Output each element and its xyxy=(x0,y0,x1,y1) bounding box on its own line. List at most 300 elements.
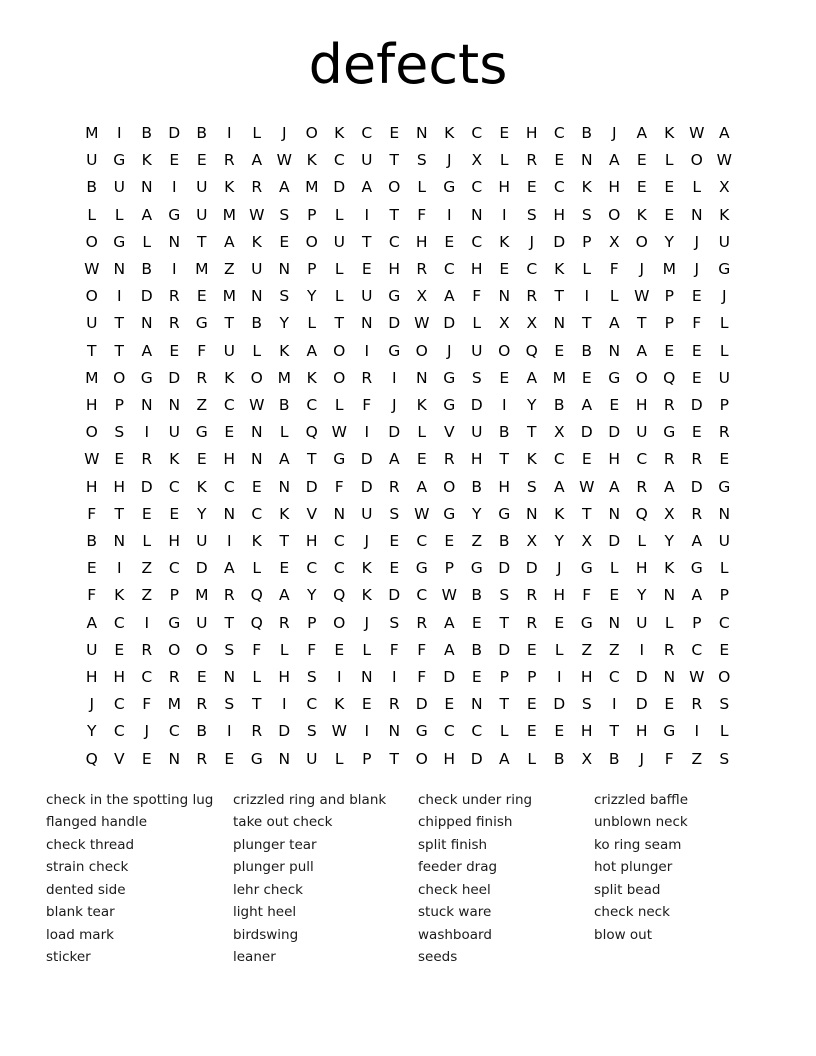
letter-cell[interactable]: X xyxy=(581,749,593,768)
letter-cell[interactable]: M xyxy=(222,287,236,306)
letter-cell[interactable]: J xyxy=(721,287,727,306)
letter-cell[interactable]: F xyxy=(472,287,482,306)
letter-cell[interactable]: K xyxy=(719,205,730,224)
letter-cell[interactable]: R xyxy=(168,668,180,687)
letter-cell[interactable]: R xyxy=(443,450,455,469)
letter-cell[interactable]: X xyxy=(663,504,675,523)
letter-cell[interactable]: X xyxy=(416,287,428,306)
letter-cell[interactable]: R xyxy=(223,151,235,170)
letter-cell[interactable]: Y xyxy=(664,532,674,551)
letter-cell[interactable]: G xyxy=(443,504,456,523)
letter-cell[interactable]: N xyxy=(525,504,538,523)
letter-cell[interactable]: K xyxy=(361,559,372,578)
letter-cell[interactable]: H xyxy=(113,668,126,687)
letter-cell[interactable]: P xyxy=(307,205,317,224)
letter-cell[interactable]: X xyxy=(526,532,538,551)
letter-cell[interactable]: L xyxy=(334,396,344,415)
letter-cell[interactable]: M xyxy=(305,178,319,197)
letter-cell[interactable]: N xyxy=(168,749,181,768)
letter-cell[interactable]: H xyxy=(525,124,538,142)
letter-cell[interactable]: K xyxy=(581,178,592,197)
letter-cell[interactable]: E xyxy=(581,450,592,469)
letter-cell[interactable]: C xyxy=(471,124,483,142)
letter-cell[interactable]: E xyxy=(279,559,290,578)
letter-cell[interactable]: D xyxy=(498,559,511,578)
letter-cell[interactable]: T xyxy=(389,151,399,170)
letter-cell[interactable]: D xyxy=(333,178,346,197)
letter-cell[interactable]: N xyxy=(415,124,428,142)
letter-cell[interactable]: I xyxy=(364,341,370,360)
letter-cell[interactable]: U xyxy=(196,613,208,632)
word-list-item[interactable]: plunger pull xyxy=(233,859,314,876)
letter-cell[interactable]: I xyxy=(584,287,590,306)
letter-cell[interactable]: G xyxy=(580,559,593,578)
letter-cell[interactable]: M xyxy=(195,260,209,279)
letter-cell[interactable]: I xyxy=(116,287,122,306)
letter-cell[interactable]: N xyxy=(250,450,263,469)
letter-cell[interactable]: G xyxy=(718,260,731,279)
letter-cell[interactable]: C xyxy=(333,151,345,170)
letter-cell[interactable]: E xyxy=(141,504,152,523)
letter-cell[interactable]: N xyxy=(470,695,483,714)
letter-cell[interactable]: L xyxy=(362,640,372,659)
letter-cell[interactable]: N xyxy=(113,260,126,279)
letter-cell[interactable]: O xyxy=(388,178,401,197)
letter-cell[interactable]: I xyxy=(611,695,617,714)
word-list-item[interactable]: check heel xyxy=(418,881,491,898)
letter-cell[interactable]: Z xyxy=(141,586,153,605)
letter-cell[interactable]: G xyxy=(388,287,401,306)
letter-cell[interactable]: R xyxy=(196,695,208,714)
letter-cell[interactable]: X xyxy=(526,314,538,333)
letter-cell[interactable]: L xyxy=(142,532,152,551)
letter-cell[interactable]: C xyxy=(416,532,428,551)
letter-cell[interactable]: Z xyxy=(471,532,483,551)
letter-cell[interactable]: W xyxy=(331,423,347,442)
letter-cell[interactable]: O xyxy=(635,232,648,251)
letter-cell[interactable]: C xyxy=(526,260,538,279)
letter-cell[interactable]: R xyxy=(196,749,208,768)
letter-cell[interactable]: N xyxy=(360,314,373,333)
letter-cell[interactable]: E xyxy=(554,341,565,360)
letter-cell[interactable]: F xyxy=(142,695,152,714)
letter-cell[interactable]: K xyxy=(196,477,207,496)
letter-cell[interactable]: C xyxy=(471,178,483,197)
letter-cell[interactable]: D xyxy=(443,314,456,333)
letter-cell[interactable]: W xyxy=(276,151,292,170)
word-list-item[interactable]: leaner xyxy=(233,949,276,966)
letter-cell[interactable]: U xyxy=(718,232,730,251)
letter-cell[interactable]: R xyxy=(691,450,703,469)
letter-cell[interactable]: Z xyxy=(581,640,593,659)
letter-cell[interactable]: O xyxy=(443,477,456,496)
letter-cell[interactable]: E xyxy=(554,722,565,741)
letter-cell[interactable]: L xyxy=(664,151,674,170)
letter-cell[interactable]: X xyxy=(581,532,593,551)
letter-cell[interactable]: B xyxy=(196,124,208,142)
letter-cell[interactable]: D xyxy=(553,232,566,251)
letter-cell[interactable]: I xyxy=(446,205,452,224)
letter-cell[interactable]: R xyxy=(388,477,400,496)
letter-cell[interactable]: U xyxy=(306,749,318,768)
letter-cell[interactable]: T xyxy=(114,504,124,523)
letter-cell[interactable]: K xyxy=(664,559,675,578)
letter-cell[interactable]: C xyxy=(471,232,483,251)
word-list-item[interactable]: check under ring xyxy=(418,791,533,808)
letter-cell[interactable]: N xyxy=(608,613,621,632)
letter-cell[interactable]: C xyxy=(361,124,373,142)
letter-cell[interactable]: M xyxy=(167,695,181,714)
letter-cell[interactable]: A xyxy=(278,586,290,605)
letter-cell[interactable]: W xyxy=(579,477,595,496)
letter-cell[interactable]: G xyxy=(113,151,126,170)
word-list-item[interactable]: lehr check xyxy=(233,881,303,898)
letter-cell[interactable]: L xyxy=(279,640,289,659)
letter-cell[interactable]: O xyxy=(333,613,346,632)
letter-cell[interactable]: O xyxy=(333,368,346,387)
letter-cell[interactable]: S xyxy=(306,722,317,741)
letter-cell[interactable]: F xyxy=(417,205,427,224)
letter-cell[interactable]: D xyxy=(140,287,153,306)
letter-cell[interactable]: C xyxy=(333,559,345,578)
letter-cell[interactable]: H xyxy=(305,532,318,551)
letter-cell[interactable]: A xyxy=(86,613,98,632)
letter-cell[interactable]: P xyxy=(664,287,674,306)
letter-cell[interactable]: P xyxy=(719,586,729,605)
letter-cell[interactable]: K xyxy=(334,124,345,142)
letter-cell[interactable]: D xyxy=(168,368,181,387)
letter-cell[interactable]: Q xyxy=(525,341,538,360)
letter-cell[interactable]: U xyxy=(718,532,730,551)
letter-cell[interactable]: C xyxy=(388,232,400,251)
letter-cell[interactable]: R xyxy=(388,695,400,714)
letter-cell[interactable]: U xyxy=(196,205,208,224)
letter-cell[interactable]: F xyxy=(252,640,262,659)
letter-cell[interactable]: U xyxy=(361,287,373,306)
word-list-item[interactable]: blank tear xyxy=(46,904,115,921)
letter-cell[interactable]: A xyxy=(141,205,153,224)
letter-cell[interactable]: T xyxy=(582,504,592,523)
letter-cell[interactable]: E xyxy=(664,695,675,714)
letter-cell[interactable]: D xyxy=(278,722,291,741)
letter-cell[interactable]: N xyxy=(168,232,181,251)
letter-cell[interactable]: D xyxy=(498,640,511,659)
letter-cell[interactable]: G xyxy=(718,477,731,496)
letter-cell[interactable]: J xyxy=(529,232,535,251)
letter-cell[interactable]: A xyxy=(416,477,428,496)
letter-cell[interactable]: K xyxy=(306,151,317,170)
letter-cell[interactable]: R xyxy=(168,287,180,306)
letter-cell[interactable]: L xyxy=(252,559,262,578)
letter-cell[interactable]: B xyxy=(553,749,565,768)
letter-cell[interactable]: A xyxy=(498,749,510,768)
letter-cell[interactable]: L xyxy=(252,124,262,142)
letter-cell[interactable]: F xyxy=(197,341,207,360)
letter-cell[interactable]: O xyxy=(718,668,731,687)
letter-cell[interactable]: R xyxy=(251,178,263,197)
letter-cell[interactable]: F xyxy=(389,640,399,659)
letter-cell[interactable]: Y xyxy=(197,504,207,523)
letter-cell[interactable]: H xyxy=(223,450,236,469)
letter-cell[interactable]: M xyxy=(277,368,291,387)
letter-cell[interactable]: N xyxy=(608,341,621,360)
letter-cell[interactable]: Y xyxy=(307,287,317,306)
letter-cell[interactable]: R xyxy=(663,450,675,469)
letter-cell[interactable]: A xyxy=(443,640,455,659)
letter-cell[interactable]: E xyxy=(389,559,400,578)
letter-cell[interactable]: N xyxy=(223,668,236,687)
letter-cell[interactable]: T xyxy=(637,314,647,333)
letter-cell[interactable]: C xyxy=(691,640,703,659)
letter-cell[interactable]: E xyxy=(691,341,702,360)
letter-cell[interactable]: E xyxy=(554,613,565,632)
letter-cell[interactable]: O xyxy=(195,640,208,659)
letter-cell[interactable]: L xyxy=(417,178,427,197)
letter-cell[interactable]: Y xyxy=(472,504,482,523)
letter-cell[interactable]: E xyxy=(636,178,647,197)
letter-cell[interactable]: B xyxy=(581,124,593,142)
letter-cell[interactable]: T xyxy=(499,695,509,714)
letter-cell[interactable]: N xyxy=(278,477,291,496)
letter-cell[interactable]: W xyxy=(689,668,705,687)
letter-cell[interactable]: E xyxy=(581,368,592,387)
letter-cell[interactable]: I xyxy=(116,559,122,578)
letter-cell[interactable]: U xyxy=(636,613,648,632)
letter-cell[interactable]: M xyxy=(85,368,99,387)
letter-cell[interactable]: I xyxy=(226,124,232,142)
letter-cell[interactable]: L xyxy=(279,423,289,442)
letter-cell[interactable]: B xyxy=(471,477,483,496)
letter-cell[interactable]: L xyxy=(527,749,537,768)
letter-cell[interactable]: P xyxy=(444,559,454,578)
letter-cell[interactable]: N xyxy=(140,178,153,197)
letter-cell[interactable]: R xyxy=(526,151,538,170)
letter-cell[interactable]: F xyxy=(87,586,97,605)
letter-cell[interactable]: E xyxy=(279,232,290,251)
letter-cell[interactable]: I xyxy=(364,423,370,442)
letter-cell[interactable]: K xyxy=(554,504,565,523)
letter-cell[interactable]: B xyxy=(251,314,263,333)
letter-cell[interactable]: W xyxy=(84,450,100,469)
letter-cell[interactable]: C xyxy=(443,260,455,279)
letter-cell[interactable]: U xyxy=(223,341,235,360)
letter-cell[interactable]: O xyxy=(305,124,318,142)
letter-cell[interactable]: N xyxy=(333,504,346,523)
letter-cell[interactable]: H xyxy=(113,477,126,496)
letter-cell[interactable]: H xyxy=(553,205,566,224)
letter-cell[interactable]: R xyxy=(526,613,538,632)
letter-cell[interactable]: S xyxy=(279,287,290,306)
word-list-item[interactable]: light heel xyxy=(233,904,297,921)
letter-cell[interactable]: A xyxy=(718,124,730,142)
letter-cell[interactable]: T xyxy=(499,613,509,632)
letter-cell[interactable]: D xyxy=(553,695,566,714)
letter-cell[interactable]: E xyxy=(526,695,537,714)
letter-cell[interactable]: R xyxy=(278,613,290,632)
letter-cell[interactable]: E xyxy=(114,450,125,469)
letter-cell[interactable]: D xyxy=(360,450,373,469)
letter-cell[interactable]: J xyxy=(364,613,370,632)
word-list-item[interactable]: stuck ware xyxy=(418,904,492,921)
letter-cell[interactable]: I xyxy=(171,178,177,197)
letter-cell[interactable]: T xyxy=(224,314,234,333)
letter-cell[interactable]: A xyxy=(278,450,290,469)
letter-cell[interactable]: G xyxy=(113,232,126,251)
letter-cell[interactable]: D xyxy=(305,477,318,496)
letter-cell[interactable]: O xyxy=(305,232,318,251)
letter-cell[interactable]: L xyxy=(637,532,647,551)
letter-cell[interactable]: G xyxy=(690,559,703,578)
letter-cell[interactable]: N xyxy=(278,260,291,279)
letter-cell[interactable]: B xyxy=(141,124,153,142)
letter-cell[interactable]: L xyxy=(719,559,729,578)
letter-cell[interactable]: L xyxy=(334,260,344,279)
letter-cell[interactable]: O xyxy=(498,341,511,360)
letter-cell[interactable]: Y xyxy=(637,586,647,605)
letter-cell[interactable]: T xyxy=(362,232,372,251)
letter-cell[interactable]: A xyxy=(581,396,593,415)
letter-cell[interactable]: T xyxy=(114,314,124,333)
letter-cell[interactable]: Y xyxy=(279,314,289,333)
letter-cell[interactable]: D xyxy=(140,477,153,496)
letter-cell[interactable]: J xyxy=(694,260,700,279)
letter-cell[interactable]: F xyxy=(417,640,427,659)
letter-cell[interactable]: C xyxy=(718,613,730,632)
letter-cell[interactable]: K xyxy=(251,532,262,551)
letter-cell[interactable]: L xyxy=(142,232,152,251)
letter-cell[interactable]: N xyxy=(415,368,428,387)
letter-cell[interactable]: L xyxy=(554,640,564,659)
letter-cell[interactable]: F xyxy=(692,314,702,333)
letter-cell[interactable]: L xyxy=(334,749,344,768)
letter-cell[interactable]: E xyxy=(416,450,427,469)
letter-cell[interactable]: G xyxy=(250,749,263,768)
letter-cell[interactable]: D xyxy=(360,477,373,496)
letter-cell[interactable]: T xyxy=(389,205,399,224)
letter-cell[interactable]: U xyxy=(333,232,345,251)
letter-cell[interactable]: A xyxy=(223,559,235,578)
word-list-item[interactable]: dented side xyxy=(46,881,126,898)
letter-cell[interactable]: E xyxy=(609,396,620,415)
letter-cell[interactable]: F xyxy=(417,668,427,687)
letter-cell[interactable]: O xyxy=(690,151,703,170)
letter-cell[interactable]: N xyxy=(718,504,731,523)
letter-cell[interactable]: U xyxy=(636,423,648,442)
letter-cell[interactable]: E xyxy=(664,341,675,360)
letter-cell[interactable]: P xyxy=(692,613,702,632)
letter-cell[interactable]: G xyxy=(663,423,676,442)
letter-cell[interactable]: H xyxy=(498,178,511,197)
word-list-item[interactable]: check neck xyxy=(594,904,670,921)
letter-cell[interactable]: H xyxy=(85,477,98,496)
letter-cell[interactable]: T xyxy=(224,613,234,632)
letter-cell[interactable]: S xyxy=(114,423,125,442)
letter-cell[interactable]: E xyxy=(664,178,675,197)
word-list-item[interactable]: check in the spotting lug xyxy=(46,791,214,808)
letter-cell[interactable]: P xyxy=(362,749,372,768)
letter-cell[interactable]: E xyxy=(169,341,180,360)
letter-cell[interactable]: R xyxy=(691,695,703,714)
letter-cell[interactable]: D xyxy=(415,695,428,714)
letter-cell[interactable]: B xyxy=(471,586,483,605)
letter-cell[interactable]: E xyxy=(444,532,455,551)
letter-cell[interactable]: T xyxy=(609,722,619,741)
letter-cell[interactable]: N xyxy=(553,314,566,333)
letter-cell[interactable]: U xyxy=(86,314,98,333)
letter-cell[interactable]: A xyxy=(306,341,318,360)
letter-cell[interactable]: R xyxy=(526,287,538,306)
letter-cell[interactable]: I xyxy=(391,668,397,687)
letter-cell[interactable]: F xyxy=(664,749,674,768)
letter-cell[interactable]: S xyxy=(389,504,400,523)
letter-cell[interactable]: E xyxy=(691,423,702,442)
letter-cell[interactable]: C xyxy=(113,695,125,714)
letter-cell[interactable]: M xyxy=(85,124,99,142)
letter-cell[interactable]: E xyxy=(196,287,207,306)
letter-cell[interactable]: A xyxy=(608,477,620,496)
letter-cell[interactable]: L xyxy=(609,287,619,306)
letter-cell[interactable]: B xyxy=(278,396,290,415)
letter-cell[interactable]: X xyxy=(471,151,483,170)
letter-cell[interactable]: E xyxy=(86,559,97,578)
letter-cell[interactable]: L xyxy=(719,314,729,333)
letter-cell[interactable]: M xyxy=(552,368,566,387)
word-list-item[interactable]: split bead xyxy=(594,881,661,898)
letter-cell[interactable]: C xyxy=(333,532,345,551)
letter-cell[interactable]: E xyxy=(499,124,510,142)
letter-cell[interactable]: C xyxy=(306,396,318,415)
letter-cell[interactable]: E xyxy=(719,640,730,659)
letter-cell[interactable]: H xyxy=(470,260,483,279)
letter-cell[interactable]: W xyxy=(414,314,430,333)
letter-cell[interactable]: G xyxy=(498,504,511,523)
letter-cell[interactable]: L xyxy=(582,260,592,279)
letter-cell[interactable]: D xyxy=(608,532,621,551)
letter-cell[interactable]: F xyxy=(609,260,619,279)
letter-cell[interactable]: L xyxy=(252,668,262,687)
letter-cell[interactable]: P xyxy=(307,260,317,279)
letter-cell[interactable]: S xyxy=(526,477,537,496)
letter-cell[interactable]: K xyxy=(114,586,125,605)
letter-cell[interactable]: S xyxy=(416,151,427,170)
letter-cell[interactable]: S xyxy=(719,695,730,714)
letter-cell[interactable]: H xyxy=(470,450,483,469)
letter-cell[interactable]: E xyxy=(471,668,482,687)
letter-cell[interactable]: G xyxy=(140,368,153,387)
letter-cell[interactable]: Y xyxy=(527,396,537,415)
letter-cell[interactable]: G xyxy=(388,341,401,360)
letter-cell[interactable]: K xyxy=(251,232,262,251)
letter-cell[interactable]: J xyxy=(446,151,452,170)
letter-cell[interactable]: S xyxy=(224,640,235,659)
letter-cell[interactable]: N xyxy=(250,287,263,306)
letter-cell[interactable]: F xyxy=(582,586,592,605)
letter-cell[interactable]: K xyxy=(224,178,235,197)
word-list-item[interactable]: washboard xyxy=(418,926,492,943)
letter-cell[interactable]: S xyxy=(581,205,592,224)
letter-cell[interactable]: Z xyxy=(223,260,235,279)
letter-cell[interactable]: E xyxy=(636,151,647,170)
letter-cell[interactable]: A xyxy=(278,178,290,197)
letter-cell[interactable]: Z xyxy=(608,640,620,659)
letter-cell[interactable]: N xyxy=(690,205,703,224)
letter-cell[interactable]: W xyxy=(84,260,100,279)
letter-cell[interactable]: D xyxy=(635,668,648,687)
letter-cell[interactable]: N xyxy=(470,205,483,224)
letter-cell[interactable]: S xyxy=(526,205,537,224)
letter-cell[interactable]: T xyxy=(252,695,262,714)
letter-cell[interactable]: B xyxy=(498,423,510,442)
